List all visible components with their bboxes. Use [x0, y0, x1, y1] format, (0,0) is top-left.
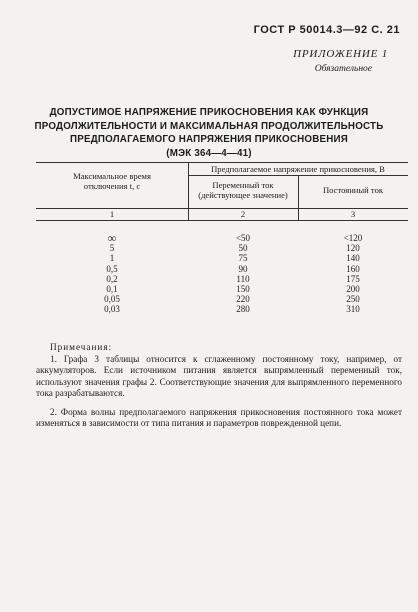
note-1: 1. Графа 3 таблицы относится к сглаженному постоянному току, например, от аккумуляторов. Если источником питания является выпрямленный переменный ток, используют значения графы 2. Соответствующие значения для выпрямленного переменного тока разрабатываются.: [36, 354, 402, 398]
title-line: ПРОДОЛЖИТЕЛЬНОСТИ И МАКСИМАЛЬНАЯ ПРОДОЛЖИТЕЛЬНОСТЬ: [34, 120, 384, 132]
table-cell: 250: [346, 294, 360, 305]
title-line: ПРЕДПОЛАГАЕМОГО НАПРЯЖЕНИЯ ПРИКОСНОВЕНИЯ: [70, 134, 348, 145]
table-cell: 0,5: [106, 263, 118, 274]
section-title: [20, 106, 398, 160]
table-cell: 0,05: [104, 294, 120, 305]
col3-header: Постоянный ток: [322, 185, 384, 195]
table-cell: 75: [238, 253, 248, 264]
table-cell: 120: [346, 243, 360, 254]
table-cell: <120: [343, 233, 363, 243]
table-cell: <50: [235, 233, 251, 243]
table-cell: 280: [236, 304, 250, 315]
table-cell: ∞: [107, 231, 117, 245]
table-top-rule: [36, 162, 408, 163]
numbers-bottom-rule: [36, 220, 408, 221]
table-cell: 0,2: [106, 273, 118, 284]
title-line: ДОПУСТИМОЕ НАПРЯЖЕНИЕ ПРИКОСНОВЕНИЯ КАК ФУНКЦИЯ: [49, 107, 369, 118]
table-cell: 5: [109, 243, 115, 254]
table-cell: 200: [346, 284, 360, 295]
col2-header: Переменный ток (действующее значение): [198, 180, 288, 200]
dc-column: [298, 233, 408, 315]
table-cell: 150: [236, 284, 250, 295]
appendix-status: Обязательное: [314, 64, 372, 74]
notes-heading: Примечания:: [50, 342, 113, 352]
ac-column: [188, 233, 298, 315]
table-cell: 0,03: [104, 304, 120, 315]
table-cell: 50: [238, 243, 248, 254]
group-header: Предполагаемое напряжение прикосновения, В: [211, 164, 385, 174]
table-cell: 140: [346, 253, 360, 264]
col-number: 1: [109, 209, 115, 219]
running-head: ГОСТ Р 50014.3—92 С. 21: [253, 24, 400, 36]
note-2: 2. Форма волны предполагаемого напряжения прикосновения постоянного тока может изменяться в зависимости от типа питания и параметров поврежденной цепи.: [36, 407, 402, 429]
table-cell: 175: [346, 273, 360, 284]
table-cell: 220: [236, 294, 250, 305]
col-number: 2: [240, 209, 246, 219]
title-line: (МЭК 364—4—41): [166, 147, 252, 159]
voltage-table: [36, 162, 408, 338]
table-cell: 0,1: [106, 284, 118, 295]
notes-section: [36, 342, 402, 437]
col1-header: Максимальное время отключения t, с: [73, 171, 151, 191]
table-cell: 160: [346, 263, 360, 274]
table-cell: 1: [109, 253, 115, 264]
appendix-label: ПРИЛОЖЕНИЕ 1: [293, 48, 388, 60]
table-cell: 110: [236, 273, 250, 284]
col-number: 3: [350, 209, 356, 219]
time-column: [36, 233, 188, 315]
table-cell: 310: [346, 304, 360, 315]
table-cell: 90: [238, 263, 248, 274]
